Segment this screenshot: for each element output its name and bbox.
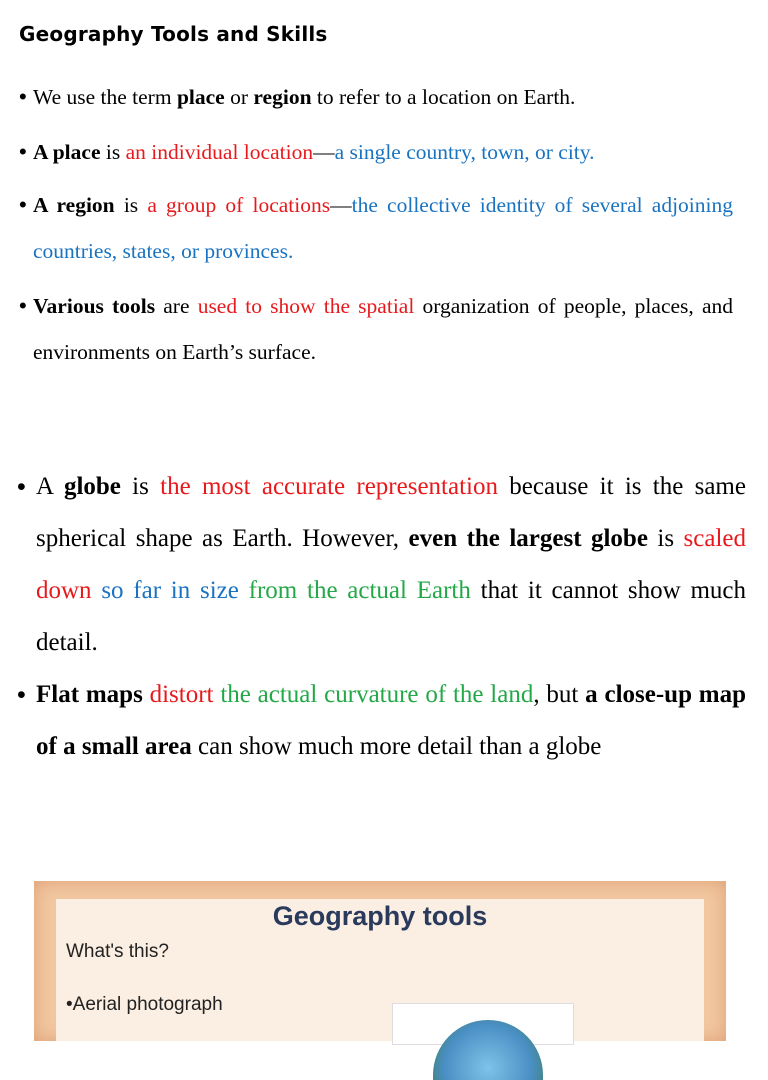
bullet-dot: • — [19, 84, 27, 109]
text-segment: even the largest globe — [408, 525, 648, 552]
slide-list-item: •Aerial photograph — [66, 994, 223, 1015]
text-segment: globe — [63, 473, 121, 500]
bullet-globe — [17, 461, 747, 669]
text-segment: are — [155, 294, 198, 318]
bullet-various-tools — [19, 283, 749, 375]
bullet-text — [36, 461, 746, 669]
text-segment: because it is the same spherical shape as Earth. However, — [36, 473, 746, 552]
bullet-dot: • — [19, 139, 27, 164]
text-segment: A place — [33, 140, 101, 164]
text-segment: A — [36, 473, 64, 500]
bullet-place-definition — [19, 129, 749, 175]
embedded-slide-image — [34, 881, 726, 1041]
text-segment: , but — [533, 681, 586, 708]
bullet-place-region — [19, 74, 749, 120]
bullet-text — [33, 74, 733, 120]
bullet-text — [33, 129, 733, 175]
text-segment: place — [176, 85, 225, 109]
text-segment: Various tools — [33, 294, 156, 318]
bullet-dot: • — [19, 293, 27, 318]
text-segment: — — [313, 140, 335, 164]
text-segment: is — [120, 473, 161, 500]
bullet-region-definition — [19, 182, 749, 274]
text-segment: is — [647, 525, 684, 552]
text-segment: an individual location — [125, 140, 314, 164]
page-title: Geography Tools and Skills — [19, 22, 328, 46]
text-segment: distort — [142, 681, 214, 708]
slide-body — [56, 899, 704, 1041]
bullet-dot: • — [19, 192, 27, 217]
text-segment: a single country, town, or city. — [334, 140, 595, 164]
text-segment: the most accurate representation — [160, 473, 498, 500]
bullet-text — [36, 669, 746, 773]
text-segment: Flat maps — [36, 681, 143, 708]
text-segment: so far in size — [91, 577, 239, 604]
text-segment: is — [114, 193, 148, 217]
slide-question: What's this? — [66, 941, 169, 962]
text-segment: or — [224, 85, 254, 109]
aerial-photo-thumbnail — [392, 1003, 574, 1045]
text-segment: can show much more detail than a globe — [191, 733, 602, 760]
slide-title: Geography tools — [272, 901, 488, 931]
text-segment: — — [330, 193, 352, 217]
text-segment: region — [253, 85, 312, 109]
text-segment: a group of locations — [147, 193, 331, 217]
text-segment: from the actual Earth — [238, 577, 471, 604]
text-segment: is — [100, 140, 126, 164]
bullet-text — [33, 283, 733, 375]
text-segment: organization of people, places, and environments on Earth’s surface. — [33, 294, 733, 364]
bullet-dot: • — [17, 473, 26, 501]
bullet-dot: • — [17, 681, 26, 709]
text-segment: that it cannot show much detail. — [36, 577, 746, 656]
text-segment: the collective identity of several adjoining countries, states, or provinces. — [33, 193, 733, 263]
bullet-flat-maps — [17, 669, 747, 825]
text-segment: the actual curvature of the land — [213, 681, 534, 708]
text-segment: We use the term — [33, 85, 177, 109]
text-segment: to refer to a location on Earth. — [311, 85, 576, 109]
bullet-text — [33, 182, 733, 274]
text-segment: used to show the spatial — [197, 294, 415, 318]
text-segment: scaled down — [36, 525, 746, 604]
globe-image — [433, 1020, 543, 1080]
text-segment: A region — [33, 193, 115, 217]
text-segment: a close-up map of a small area — [36, 681, 747, 760]
